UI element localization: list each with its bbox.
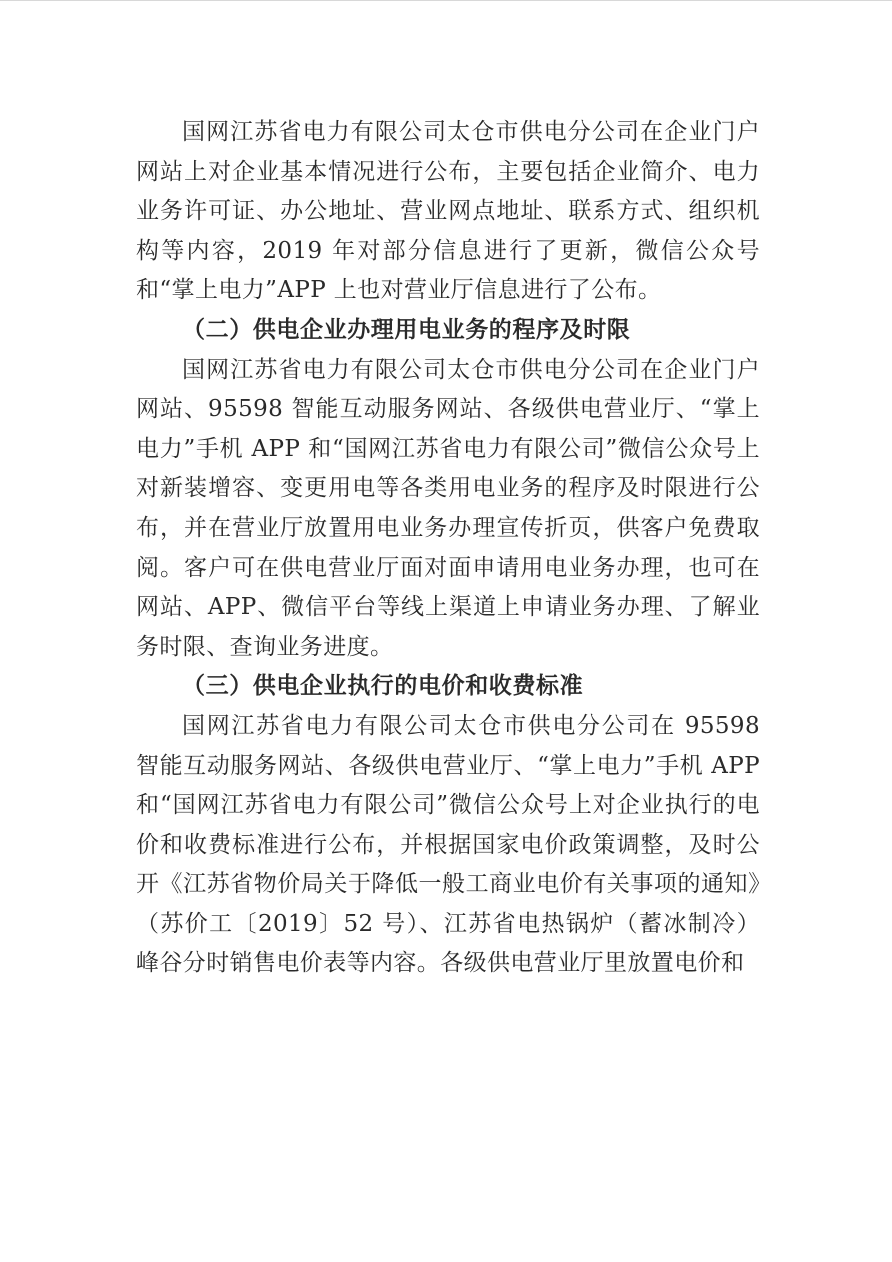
paragraph-procedures: 国网江苏省电力有限公司太仓市供电分公司在企业门户网站、95598 智能互动服务网站、各级供电营业厅、“掌上电力”手机 APP 和“国网江苏省电力有限公司”微信公众号上对新装增容、变更用电等各类用电业务的程序及时限进行公布，并在营业厅放置用电业务办理宣传折页，供客户免费取阅。客户可在供电营业厅面对面申请用电业务办理，也可在网站、APP、微信平台等线上渠道上申请业务办理、了解业务时限、查询业务进度。 <box>136 356 760 660</box>
paragraph-enterprise-info: 国网江苏省电力有限公司太仓市供电分公司在企业门户网站上对企业基本情况进行公布，主要包括企业简介、电力业务许可证、办公地址、营业网点地址、联系方式、组织机构等内容，2019 年对部分信息进行了更新，微信公众号和“掌上电力”APP 上也对营业厅信息进行了公布。 <box>136 119 760 304</box>
section-heading-tariffs: （三）供电企业执行的电价和收费标准 <box>182 673 584 700</box>
document-body <box>136 113 760 984</box>
section-heading-procedures: （二）供电企业办理用电业务的程序及时限 <box>182 316 631 343</box>
paragraph-tariffs: 国网江苏省电力有限公司太仓市供电分公司在 95598 智能互动服务网站、各级供电营业厅、“掌上电力”手机 APP 和“国网江苏省电力有限公司”微信公众号上对企业执行的电价和收费标准进行公布，并根据国家电价政策调整，及时公开《江苏省物价局关于降低一般工商业电价有关事项的通知》（苏价工〔2019〕52 号）、江苏省电热锅炉（蓄冰制冷）峰谷分时销售电价表等内容。各级供电营业厅里放置电价和 <box>136 712 760 977</box>
